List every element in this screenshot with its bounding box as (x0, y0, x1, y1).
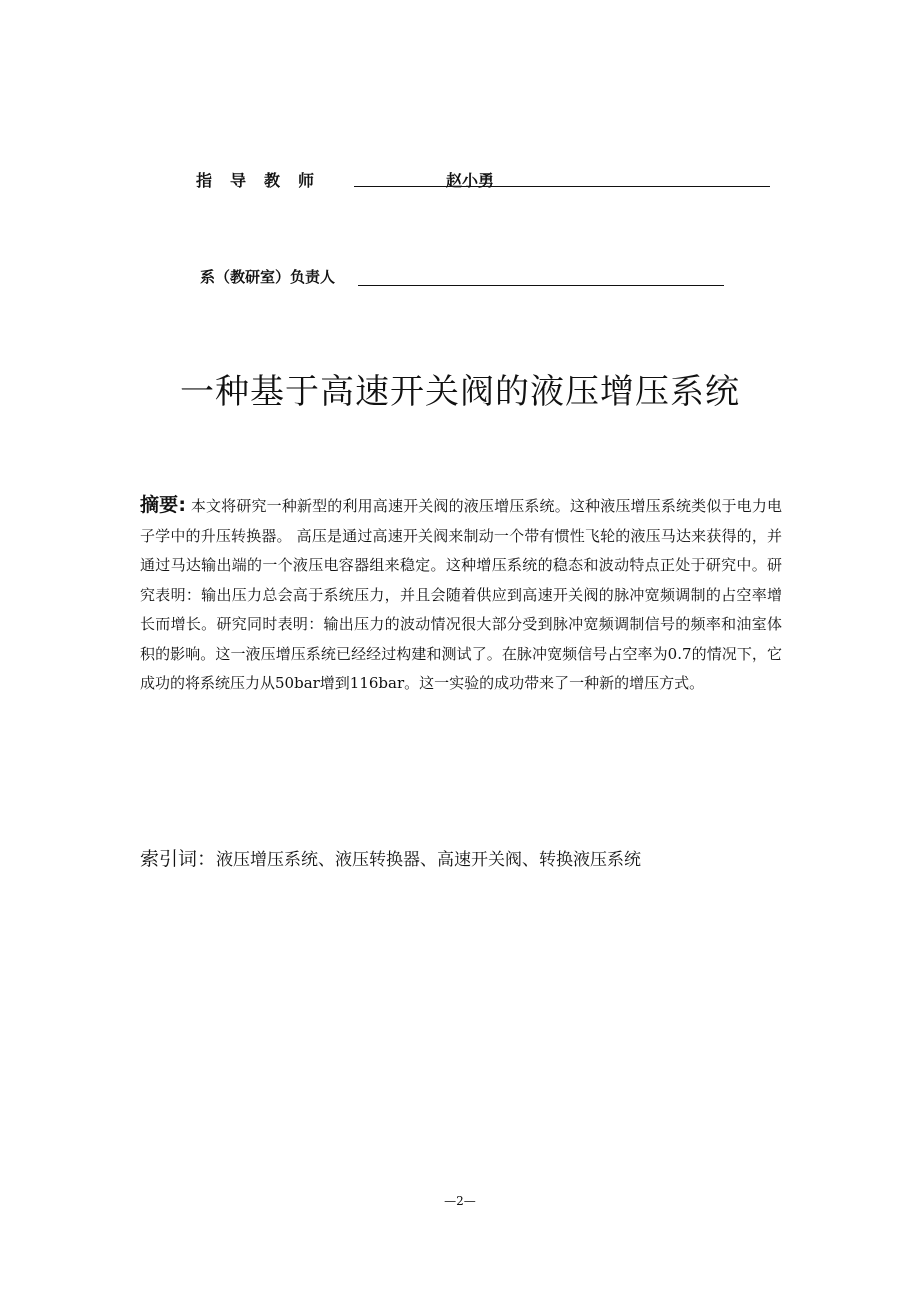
keywords-line (140, 844, 641, 871)
abstract-label: 摘要: (140, 494, 186, 516)
department-head-label: 系（教研室）负责人 (200, 268, 336, 286)
advisor-label: 指导教师 (196, 171, 333, 190)
document-title: 一种基于高速开关阀的液压增压系统 (180, 372, 740, 412)
abstract-paragraph (140, 491, 782, 699)
page-number: —2— (444, 1194, 476, 1208)
advisor-underline (354, 168, 770, 187)
department-head-underline (358, 266, 724, 286)
abstract-text: 本文将研究一种新型的利用高速开关阀的液压增压系统。这种液压增压系统类似于电力电子学中的升压转换器。 高压是通过高速开关阀来制动一个带有惯性飞轮的液压马达来获得的，并通过马达输出端的一个液压电容器组来稳定。这种增压系统的稳态和波动特点正处于研究中。研究表明：输出压力总会高于系统压力，并且会随着供应到高速开关阀的脉冲宽频调制的占空率增长而增长。研究同时表明：输出压力的波动情况很大部分受到脉冲宽频调制信号的频率和油室体积的影响。这一液压增压系统已经经过构建和测试了。在脉冲宽频信号占空率为0.7的情况下，它成功的将系统压力从50bar增到116bar。这一实验的成功带来了一种新的增压方式。 (140, 497, 782, 692)
keywords-label: 索引词： (140, 848, 217, 870)
advisor-name: 赵小勇 (446, 171, 495, 190)
keywords-text: 液压增压系统、液压转换器、高速开关阀、转换液压系统 (216, 850, 642, 870)
